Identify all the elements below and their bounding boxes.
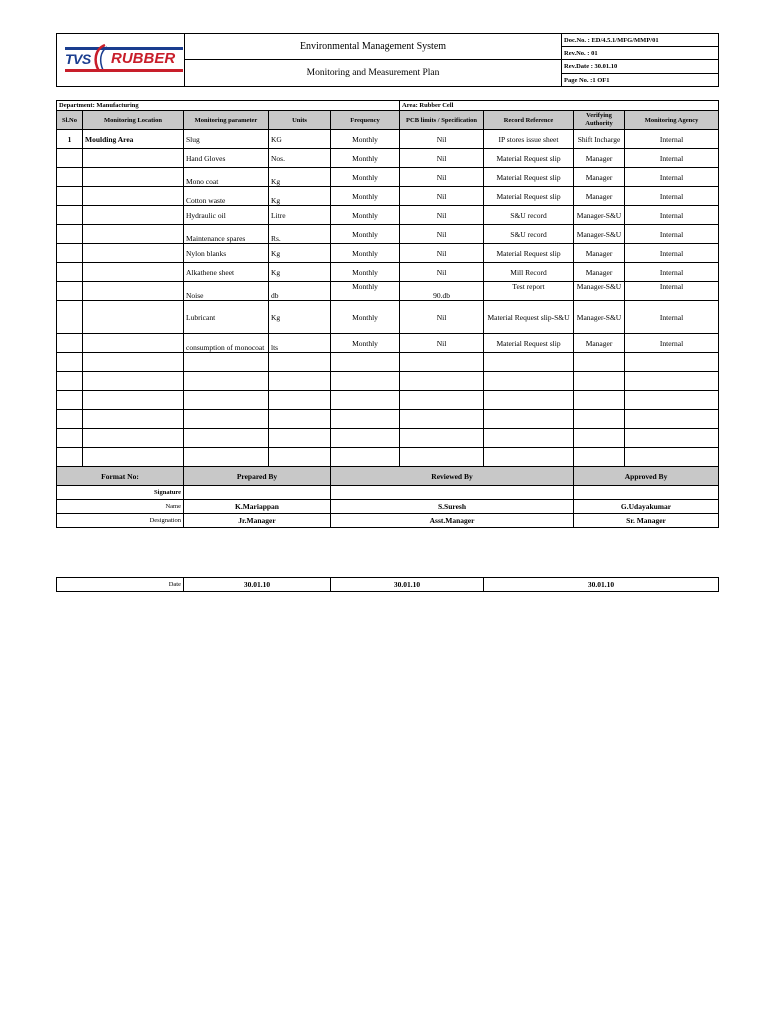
location-cell xyxy=(83,244,184,263)
empty-cell xyxy=(331,448,400,467)
empty-cell xyxy=(57,410,83,429)
agency-cell: Internal xyxy=(625,225,719,244)
empty-cell xyxy=(484,372,574,391)
agency-cell: Internal xyxy=(625,244,719,263)
agency-cell: Internal xyxy=(625,206,719,225)
location-cell xyxy=(83,263,184,282)
pcb-cell: Nil xyxy=(400,130,484,149)
pcb-cell: Nil xyxy=(400,334,484,353)
page-number: Page No. :1 OF1 xyxy=(562,74,719,87)
sl-cell xyxy=(57,187,83,206)
authority-cell: Manager-S&U xyxy=(574,225,625,244)
sl-cell xyxy=(57,225,83,244)
record-cell: Mill Record xyxy=(484,263,574,282)
empty-cell xyxy=(400,448,484,467)
location-cell xyxy=(83,187,184,206)
col-header-frequency: Frequency xyxy=(331,111,400,130)
sl-cell xyxy=(57,206,83,225)
pcb-cell: 90.db xyxy=(400,282,484,301)
parameter-cell: Maintenance spares xyxy=(184,225,269,244)
frequency-cell: Monthly xyxy=(331,206,400,225)
sl-cell xyxy=(57,244,83,263)
pcb-cell: Nil xyxy=(400,149,484,168)
record-cell: Material Request slip xyxy=(484,168,574,187)
empty-cell xyxy=(400,372,484,391)
authority-cell: Manager-S&U xyxy=(574,301,625,334)
format-no-label: Format No: xyxy=(57,467,184,486)
pcb-cell: Nil xyxy=(400,187,484,206)
units-cell: Kg xyxy=(269,187,331,206)
company-logo xyxy=(57,34,185,87)
sl-cell xyxy=(57,263,83,282)
pcb-cell: Nil xyxy=(400,168,484,187)
authority-cell: Shift Incharge xyxy=(574,130,625,149)
name-label: Name xyxy=(57,500,184,514)
record-cell: Material Request slip xyxy=(484,244,574,263)
empty-cell xyxy=(331,410,400,429)
empty-cell xyxy=(83,429,184,448)
empty-cell xyxy=(400,391,484,410)
authority-cell: Manager-S&U xyxy=(574,282,625,301)
empty-cell xyxy=(83,372,184,391)
record-cell: IP stores issue sheet xyxy=(484,130,574,149)
parameter-cell: Noise xyxy=(184,282,269,301)
name-row xyxy=(57,500,719,514)
logo-text-rubber: RUBBER xyxy=(111,50,176,67)
empty-cell xyxy=(83,448,184,467)
date-row xyxy=(57,578,719,592)
empty-cell xyxy=(625,448,719,467)
empty-cell xyxy=(331,429,400,448)
units-cell: Litre xyxy=(269,206,331,225)
units-cell: Kg xyxy=(269,168,331,187)
parameter-cell: Nylon blanks xyxy=(184,244,269,263)
location-cell xyxy=(83,282,184,301)
approved-by-label: Approved By xyxy=(574,467,719,486)
units-cell: Rs. xyxy=(269,225,331,244)
empty-row xyxy=(57,429,719,448)
sl-cell: 1 xyxy=(57,130,83,149)
empty-row xyxy=(57,372,719,391)
date-label: Date xyxy=(57,578,184,592)
designation-label: Designation xyxy=(57,514,184,528)
agency-cell: Internal xyxy=(625,149,719,168)
monitoring-plan-table xyxy=(56,100,719,528)
col-header-units: Units xyxy=(269,111,331,130)
reviewed-by-label: Reviewed By xyxy=(331,467,574,486)
empty-cell xyxy=(484,410,574,429)
pcb-cell: Nil xyxy=(400,225,484,244)
empty-cell xyxy=(400,353,484,372)
empty-cell xyxy=(625,429,719,448)
reviewed-signature xyxy=(331,486,574,500)
doc-number: Doc.No. : ED/4.5.1/MFG/MMP/01 xyxy=(562,34,719,47)
document-header xyxy=(56,33,719,87)
sl-cell xyxy=(57,334,83,353)
table-row xyxy=(57,206,719,225)
authority-cell: Manager xyxy=(574,187,625,206)
sl-cell xyxy=(57,168,83,187)
designation-row xyxy=(57,514,719,528)
empty-row xyxy=(57,353,719,372)
document-title: Environmental Management System xyxy=(185,34,562,60)
table-row xyxy=(57,130,719,149)
sl-cell xyxy=(57,149,83,168)
agency-cell: Internal xyxy=(625,301,719,334)
authority-cell: Manager xyxy=(574,244,625,263)
table-row xyxy=(57,301,719,334)
approved-name: G.Udayakumar xyxy=(574,500,719,514)
signature-label: Signature xyxy=(57,486,184,500)
empty-row xyxy=(57,448,719,467)
table-row xyxy=(57,187,719,206)
frequency-cell: Monthly xyxy=(331,168,400,187)
empty-cell xyxy=(269,429,331,448)
location-cell xyxy=(83,206,184,225)
units-cell: Kg xyxy=(269,244,331,263)
table-row xyxy=(57,225,719,244)
table-row xyxy=(57,282,719,301)
units-cell: lts xyxy=(269,334,331,353)
empty-cell xyxy=(57,429,83,448)
location-cell xyxy=(83,225,184,244)
table-row xyxy=(57,149,719,168)
record-cell: Material Request slip xyxy=(484,187,574,206)
empty-cell xyxy=(574,372,625,391)
authority-cell: Manager-S&U xyxy=(574,206,625,225)
authority-cell: Manager xyxy=(574,263,625,282)
agency-cell: Internal xyxy=(625,187,719,206)
table-row xyxy=(57,244,719,263)
empty-cell xyxy=(184,429,269,448)
approved-signature xyxy=(574,486,719,500)
col-header-authority: Verifying Authority xyxy=(574,111,625,130)
reviewed-name: S.Suresh xyxy=(331,500,574,514)
parameter-cell: Hydraulic oil xyxy=(184,206,269,225)
prepared-signature xyxy=(184,486,331,500)
authority-cell: Manager xyxy=(574,168,625,187)
empty-cell xyxy=(331,372,400,391)
parameter-cell: Alkathene sheet xyxy=(184,263,269,282)
empty-cell xyxy=(184,353,269,372)
parameter-cell: Mono coat xyxy=(184,168,269,187)
frequency-cell: Monthly xyxy=(331,130,400,149)
units-cell: Kg xyxy=(269,263,331,282)
record-cell: S&U record xyxy=(484,206,574,225)
revision-date: Rev.Date : 30.01.10 xyxy=(562,60,719,74)
location-cell xyxy=(83,149,184,168)
frequency-cell: Monthly xyxy=(331,263,400,282)
empty-cell xyxy=(484,429,574,448)
reviewed-designation: Asst.Manager xyxy=(331,514,574,528)
location-cell xyxy=(83,168,184,187)
empty-cell xyxy=(484,391,574,410)
frequency-cell: Monthly xyxy=(331,225,400,244)
empty-cell xyxy=(57,372,83,391)
empty-cell xyxy=(83,410,184,429)
empty-cell xyxy=(184,372,269,391)
empty-cell xyxy=(184,391,269,410)
approved-designation: Sr. Manager xyxy=(574,514,719,528)
approval-header-row xyxy=(57,467,719,486)
document-subtitle: Monitoring and Measurement Plan xyxy=(185,60,562,87)
empty-cell xyxy=(625,353,719,372)
frequency-cell: Monthly xyxy=(331,244,400,263)
empty-cell xyxy=(83,391,184,410)
empty-cell xyxy=(57,448,83,467)
prepared-by-label: Prepared By xyxy=(184,467,331,486)
empty-cell xyxy=(400,429,484,448)
empty-cell xyxy=(269,410,331,429)
parameter-cell: Hand Gloves xyxy=(184,149,269,168)
authority-cell: Manager xyxy=(574,149,625,168)
empty-cell xyxy=(269,391,331,410)
units-cell: KG xyxy=(269,130,331,149)
empty-cell xyxy=(184,448,269,467)
table-row xyxy=(57,334,719,353)
parameter-cell: Lubricant xyxy=(184,301,269,334)
empty-cell xyxy=(574,410,625,429)
record-cell: Material Request slip xyxy=(484,149,574,168)
parameter-cell: consumption of monocoat xyxy=(184,334,269,353)
area-label: Area: Rubber Cell xyxy=(400,101,719,111)
date-table xyxy=(56,577,719,592)
empty-cell xyxy=(574,429,625,448)
record-cell: Material Request slip xyxy=(484,334,574,353)
empty-cell xyxy=(400,410,484,429)
col-header-slno: Sl.No xyxy=(57,111,83,130)
signature-row xyxy=(57,486,719,500)
empty-cell xyxy=(625,391,719,410)
department-label: Department: Manufacturing xyxy=(57,101,400,111)
empty-cell xyxy=(574,391,625,410)
empty-cell xyxy=(269,372,331,391)
agency-cell: Internal xyxy=(625,263,719,282)
agency-cell: Internal xyxy=(625,334,719,353)
units-cell: db xyxy=(269,282,331,301)
parameter-cell: Slug xyxy=(184,130,269,149)
empty-cell xyxy=(484,353,574,372)
location-cell xyxy=(83,301,184,334)
empty-cell xyxy=(83,353,184,372)
frequency-cell: Monthly xyxy=(331,149,400,168)
empty-row xyxy=(57,391,719,410)
pcb-cell: Nil xyxy=(400,206,484,225)
empty-cell xyxy=(625,372,719,391)
revision-number: Rev.No. : 01 xyxy=(562,47,719,60)
location-cell: Moulding Area xyxy=(83,130,184,149)
logo-text-tvs: TVS xyxy=(65,51,91,67)
empty-cell xyxy=(184,410,269,429)
sl-cell xyxy=(57,301,83,334)
empty-cell xyxy=(484,448,574,467)
prepared-designation: Jr.Manager xyxy=(184,514,331,528)
agency-cell: Internal xyxy=(625,282,719,301)
pcb-cell: Nil xyxy=(400,263,484,282)
table-row xyxy=(57,168,719,187)
col-header-location: Monitoring Location xyxy=(83,111,184,130)
empty-cell xyxy=(269,448,331,467)
col-header-record: Record Reference xyxy=(484,111,574,130)
units-cell: Kg xyxy=(269,301,331,334)
col-header-pcb: PCB limits / Specification xyxy=(400,111,484,130)
record-cell: Test report xyxy=(484,282,574,301)
agency-cell: Internal xyxy=(625,168,719,187)
empty-cell xyxy=(574,448,625,467)
record-cell: S&U record xyxy=(484,225,574,244)
empty-cell xyxy=(269,353,331,372)
frequency-cell: Monthly xyxy=(331,301,400,334)
col-header-parameter: Monitoring parameter xyxy=(184,111,269,130)
empty-cell xyxy=(574,353,625,372)
record-cell: Material Request slip-S&U xyxy=(484,301,574,334)
empty-cell xyxy=(57,391,83,410)
empty-cell xyxy=(57,353,83,372)
units-cell: Nos. xyxy=(269,149,331,168)
parameter-cell: Cotton waste xyxy=(184,187,269,206)
sl-cell xyxy=(57,282,83,301)
approved-date: 30.01.10 xyxy=(484,578,719,592)
empty-row xyxy=(57,410,719,429)
table-row xyxy=(57,263,719,282)
empty-cell xyxy=(331,391,400,410)
reviewed-date: 30.01.10 xyxy=(331,578,484,592)
prepared-name: K.Mariappan xyxy=(184,500,331,514)
frequency-cell: Monthly xyxy=(331,187,400,206)
agency-cell: Internal xyxy=(625,130,719,149)
frequency-cell: Monthly xyxy=(331,334,400,353)
column-header-row xyxy=(57,111,719,130)
pcb-cell: Nil xyxy=(400,301,484,334)
info-row xyxy=(57,101,719,111)
prepared-date: 30.01.10 xyxy=(184,578,331,592)
authority-cell: Manager xyxy=(574,334,625,353)
location-cell xyxy=(83,334,184,353)
empty-cell xyxy=(625,410,719,429)
empty-cell xyxy=(331,353,400,372)
pcb-cell: Nil xyxy=(400,244,484,263)
frequency-cell: Monthly xyxy=(331,282,400,301)
col-header-agency: Monitoring Agency xyxy=(625,111,719,130)
